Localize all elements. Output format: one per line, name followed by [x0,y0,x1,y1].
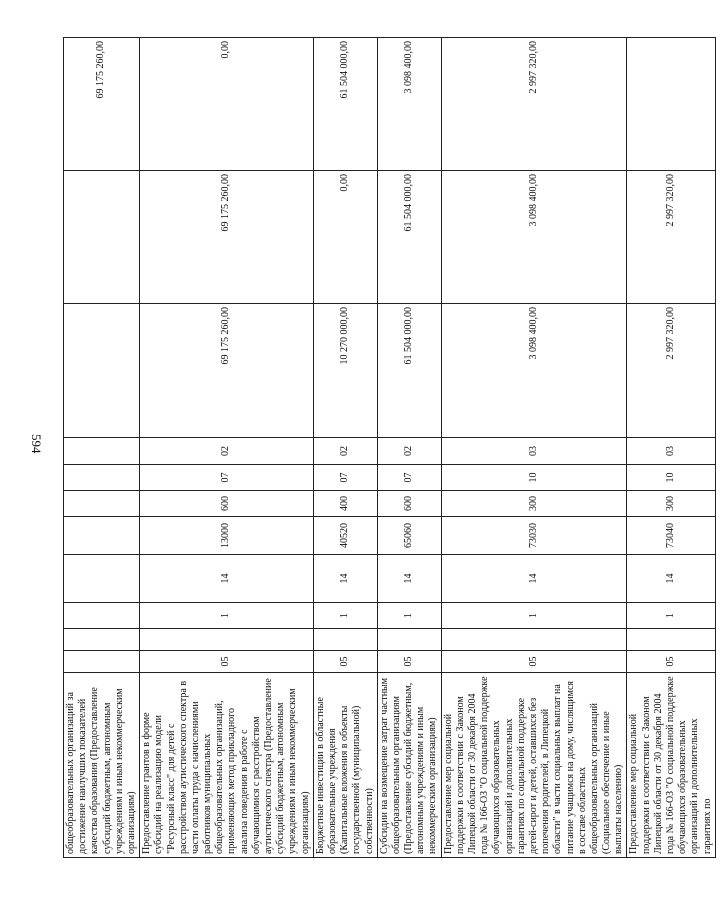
code-glava [64,651,140,673]
empty-cell [64,629,140,651]
code-extra: 02 [377,438,441,465]
code-csr: 73040 [627,517,715,555]
code-csr: 65060 [377,517,441,555]
code-kosgu: 07 [313,465,377,491]
code-kosgu [64,465,140,491]
page-number: 594 [29,434,44,454]
code-kosgu: 10 [627,465,715,491]
code-extra [64,438,140,465]
row-description: Предоставление грантов в форме субсидий на реализацию модели "Ресурсный класс" для детей с расстройством аутистического спектра в части оплаты труда с начислениями работников муниципальных общеобразовательных организаций, применяющих метод прикладного анализа поведения в работе с обучающимися с расстройством аутистического спектра (Предоставление субсидий бюджетным, автономным учреждениям и иным некоммерческим организациям) [140,673,314,858]
code-csr: 40520 [313,517,377,555]
code-vr: 600 [140,491,314,517]
row-description: общеобразовательных организаций за достижение наилучших показателей качества образования (Предоставление субсидий бюджетным, автономным учреждениям и иным некоммерческим организациям) [64,673,140,858]
amount-3: 0,00 [140,38,314,171]
code-kosgu: 07 [377,465,441,491]
table-row [64,38,140,858]
code-podrazdel: 14 [377,555,441,603]
amount-3 [627,38,715,171]
code-podrazdel: 14 [627,555,715,603]
code-kosgu: 10 [441,465,627,491]
code-podrazdel: 14 [441,555,627,603]
code-razdel: 1 [313,603,377,629]
budget-table [63,37,716,858]
code-razdel: 1 [441,603,627,629]
amount-3: 3 098 400,00 [377,38,441,171]
code-glava: 05 [313,651,377,673]
code-razdel: 1 [140,603,314,629]
code-vr: 300 [627,491,715,517]
row-description: Бюджетные инвестиции в областные образовательные учреждения (Капитальные вложения в объекты государственной (муниципальной) собственности) [313,673,377,858]
amount-1: 69 175 260,00 [140,304,314,438]
code-vr: 400 [313,491,377,517]
code-razdel: 1 [377,603,441,629]
empty-cell [377,629,441,651]
code-podrazdel: 14 [140,555,314,603]
code-vr: 600 [377,491,441,517]
empty-cell [627,629,715,651]
row-description: Предоставление мер социальной поддержки в соответствии с Законом Липецкой области от 30 декабря 2004 года № 166-ОЗ "О социальной поддержке обучающихся образовательных организаций и дополнительных гарантиях по социальной поддержке детей-сирот и детей, оставшихся без попечения родителей, в Липецкой области" в части социальных выплат на питание учащимся на дому, числящимся в составе областных общеобразовательных организаций (Социальное обеспечение и иные выплаты населению) [441,673,627,858]
amount-1: 3 098 400,00 [441,304,627,438]
empty-cell [313,629,377,651]
code-csr [64,517,140,555]
budget-table-sheet [63,38,713,858]
amount-1: 2 997 320,00 [627,304,715,438]
table-row [140,38,314,858]
code-extra: 02 [140,438,314,465]
code-glava: 05 [377,651,441,673]
amount-1: 10 270 000,00 [313,304,377,438]
table-row [377,38,441,858]
row-description: Субсидии на возмещение затрат частным общеобразовательным организациям (Предоставление субсидий бюджетным, автономным учреждениям и иным некоммерческим организациям) [377,673,441,858]
code-razdel [64,603,140,629]
code-razdel: 1 [627,603,715,629]
code-vr [64,491,140,517]
empty-cell [441,629,627,651]
code-glava: 05 [627,651,715,673]
code-podrazdel [64,555,140,603]
table-row [313,38,377,858]
code-podrazdel: 14 [313,555,377,603]
amount-3: 2 997 320,00 [441,38,627,171]
code-glava: 05 [441,651,627,673]
amount-2: 61 504 000,00 [377,171,441,304]
code-extra: 03 [627,438,715,465]
amount-3: 61 504 000,00 [313,38,377,171]
table-row [627,38,715,858]
amount-2 [64,171,140,304]
table-row [441,38,627,858]
code-glava: 05 [140,651,314,673]
code-csr: 73030 [441,517,627,555]
code-kosgu: 07 [140,465,314,491]
amount-2: 3 098 400,00 [441,171,627,304]
amount-2: 2 997 320,00 [627,171,715,304]
code-vr: 300 [441,491,627,517]
row-description: Предоставление мер социальной поддержки в соответствии с Законом Липецкой области от 30 декабря 2004 года № 166-ОЗ "О социальной поддержке обучающихся образовательных организаций и дополнительных гарантиях по [627,673,715,858]
empty-cell [140,629,314,651]
code-extra: 02 [313,438,377,465]
amount-1 [64,304,140,438]
amount-3: 69 175 260,00 [64,38,140,171]
amount-2: 69 175 260,00 [140,171,314,304]
amount-2: 0,00 [313,171,377,304]
code-extra: 03 [441,438,627,465]
code-csr: 13000 [140,517,314,555]
amount-1: 61 504 000,00 [377,304,441,438]
